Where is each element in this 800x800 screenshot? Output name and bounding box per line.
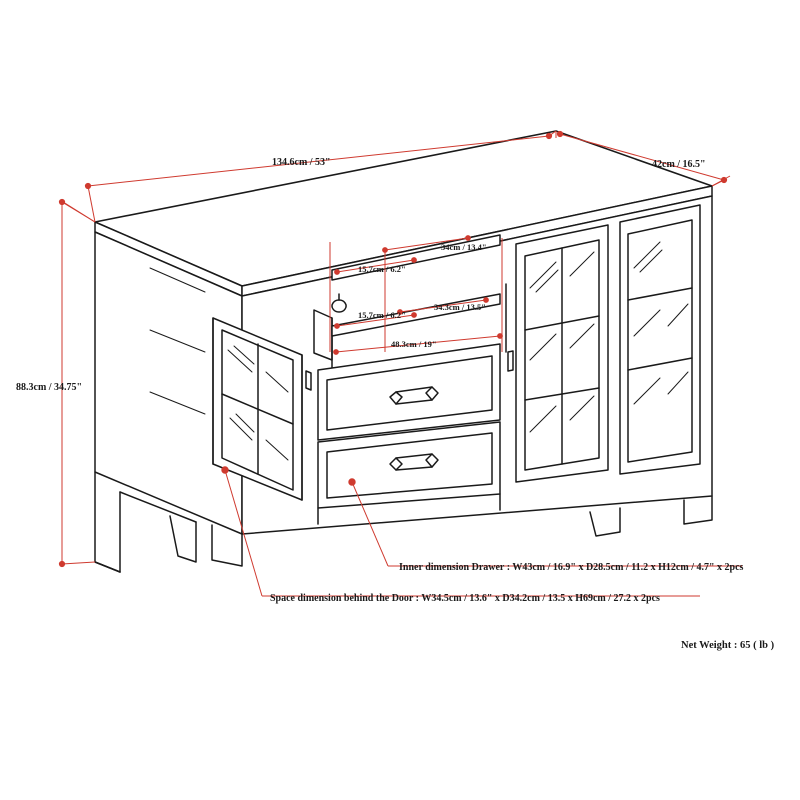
dimension-label-shelf-width-upper: 34cm / 13.4" xyxy=(441,242,487,252)
dimension-label-opening-width: 48.3cm / 19" xyxy=(391,339,437,349)
dimension-label-width-top: 134.6cm / 53" xyxy=(272,157,331,168)
callout-door-space-dimensions: Space dimension behind the Door : W34.5cm / 13.6" x D34.2cm / 13.5 x H69cm / 27.2 x 2pcs xyxy=(270,593,660,604)
furniture-outline xyxy=(95,131,712,572)
dimension-label-shelf-width-lower: 34.3cm / 13.5" xyxy=(434,302,486,312)
dimension-label-shelf-gap-lower: 15.7cm / 6.2" xyxy=(358,310,406,320)
dimension-label-height-left: 88.3cm / 34.75" xyxy=(16,382,83,393)
callout-drawer-dimensions: Inner dimension Drawer : W43cm / 16.9" x D28.5cm / 11.2 x H12cm / 4.7" x 2pcs xyxy=(399,562,744,573)
dimension-label-depth-top: 42cm / 16.5" xyxy=(652,159,706,170)
net-weight-label: Net Weight : 65 ( lb ) xyxy=(681,640,775,651)
dimension-label-shelf-gap-upper: 15.7cm / 6.2" xyxy=(358,264,406,274)
